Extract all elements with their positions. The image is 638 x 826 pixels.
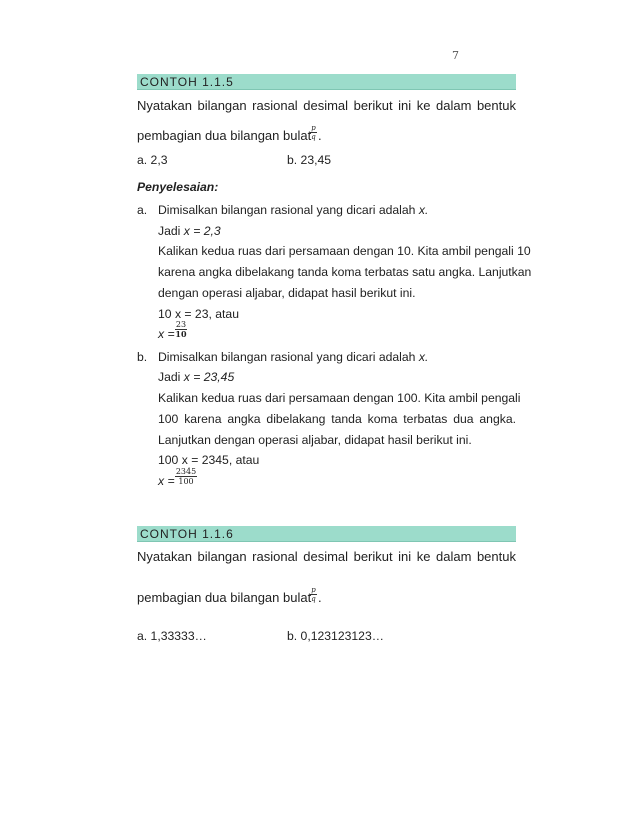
fraction-numerator: p <box>311 124 316 132</box>
part-a-line-3: Kalikan kedua ruas dari persamaan dengan 10. Kita ambil pengali 10 <box>158 244 531 258</box>
question-line-1-ex2: Nyatakan bilangan rasional desimal berikut ini ke dalam bentuk <box>137 549 516 564</box>
item-a-ex2: a. 1,33333… <box>137 629 207 643</box>
part-a-line-2-eq: x = 2,3 <box>183 224 221 238</box>
question-text: pembagian dua bilangan bulat <box>137 128 312 143</box>
part-b-result-fraction <box>175 467 197 486</box>
fraction-denominator-ex2: q <box>311 595 316 603</box>
part-b-line-2-pre: Jadi <box>158 370 181 384</box>
part-a-line-5: dengan operasi aljabar, didapat hasil berikut ini. <box>158 286 416 300</box>
part-a-line-2-pre: Jadi <box>158 224 181 238</box>
part-a-fraction-numerator: 23 <box>175 320 187 329</box>
fraction-denominator: q <box>311 133 316 141</box>
item-a: a. 2,3 <box>137 153 168 167</box>
part-a-fraction-denominator: 10 <box>175 329 187 339</box>
part-a-line-4: karena angka dibelakang tanda koma terbatas satu angka. Lanjutkan <box>158 265 532 279</box>
part-b-line-6: 100 x = 2345, atau <box>158 453 260 467</box>
part-b-fraction-denominator: 100 <box>178 477 194 486</box>
part-a-result-fraction <box>175 320 187 339</box>
page-number: 7 <box>452 49 459 62</box>
fraction-numerator-ex2: p <box>311 586 316 594</box>
question-text-ex2: pembagian dua bilangan bulat <box>137 590 312 605</box>
part-a-line-6: 10 x = 23, atau <box>158 307 239 321</box>
part-a-line-1-text: Dimisalkan bilangan rasional yang dicari adalah <box>158 203 416 217</box>
example-header-title-2: CONTOH 1.1.6 <box>140 527 234 541</box>
part-a-line-2 <box>158 224 221 238</box>
part-b-fraction-numerator: 2345 <box>175 467 197 476</box>
part-b-line-5: Lanjutkan dengan operasi aljabar, didapat hasil berikut ini. <box>158 433 472 447</box>
part-b-line-1 <box>158 350 428 364</box>
question-line-2 <box>137 128 311 143</box>
example-header-bar-2 <box>137 526 516 542</box>
item-b-ex2: b. 0,123123123… <box>287 629 384 643</box>
question-line-2-ex2 <box>137 590 311 605</box>
part-b-label: b. <box>137 350 148 364</box>
fraction-period-ex2: . <box>318 590 322 605</box>
example-header-bar <box>137 74 516 90</box>
part-b-var-x: x. <box>418 350 429 364</box>
solution-label: Penyelesaian: <box>137 180 219 194</box>
question-line-1: Nyatakan bilangan rasional desimal berikut ini ke dalam bentuk <box>137 98 516 113</box>
part-b-result-lhs: x = <box>158 474 175 488</box>
fraction-p-over-q <box>310 124 317 141</box>
part-a-label: a. <box>137 203 148 217</box>
fraction-period: . <box>318 128 322 143</box>
part-a-line-1 <box>158 203 428 217</box>
example-header-title: CONTOH 1.1.5 <box>140 75 234 89</box>
part-b-line-1-text: Dimisalkan bilangan rasional yang dicari adalah <box>158 350 416 364</box>
part-b-line-2 <box>158 370 234 384</box>
part-b-line-2-eq: x = 23,45 <box>183 370 235 384</box>
part-a-result-lhs: x = <box>158 327 175 341</box>
part-a-var-x: x. <box>418 203 429 217</box>
part-b-line-4: 100 karena angka dibelakang tanda koma terbatas dua angka. <box>158 412 516 426</box>
item-b: b. 23,45 <box>287 153 332 167</box>
fraction-p-over-q-ex2 <box>310 586 317 603</box>
part-b-line-3: Kalikan kedua ruas dari persamaan dengan 100. Kita ambil pengali <box>158 391 521 405</box>
